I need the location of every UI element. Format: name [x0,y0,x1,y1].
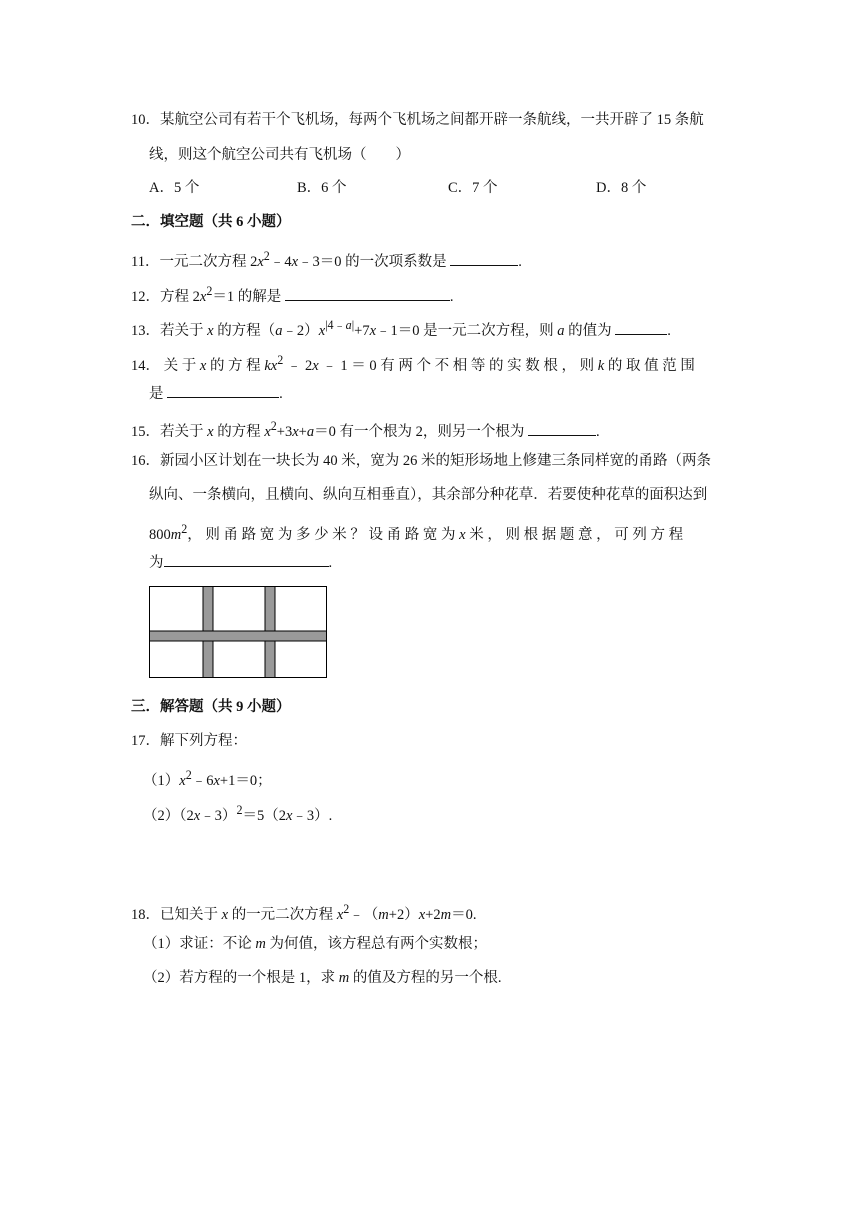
q18-part1: （1）求证：不论 m 为何值，该方程总有两个实数根； [143,936,487,952]
q17-part1: $(1)x^2﹣6x+1=0$； [143,768,272,789]
q10-line2: 线，则这个航空公司共有飞机场（ ） [149,147,410,163]
answer-blank [450,251,518,266]
q14-line1: 14． 关 于 x 的 方 程 $kx^2$ ﹣ 2x ﹣ 1 ＝ 0 有 两 个 不 相 等 的 实 数 根 ， 则 k 的 取 值 范 围 [131,353,695,374]
q10-line1: 10．某航空公司有若干个飞机场，每两个飞机场之间都开辟一条航线，一共开辟了 15 条航 [131,112,704,128]
q16-line4: 为 . [149,552,332,573]
q10-option-a: A．5 个 [149,180,200,196]
horizontal-path [150,631,327,641]
q10-option-d: D．8 个 [596,180,647,196]
q18-stem: 18．已知关于 x 的一元二次方程 $x^2﹣(m+2)x+2m=0$. [131,902,477,923]
answer-blank [285,286,450,301]
q16-line1: 16．新园小区计划在一块长为 40 米，宽为 26 米的矩形场地上修建三条同样宽的甬路（两条 [131,453,711,469]
q10-option-c: C．7 个 [448,180,498,196]
q13: 13．若关于 x 的方程$(a﹣2)x^{|4﹣a|}+7x﹣1=0$ 是一元二次方程，则 a 的值为 . [131,318,671,339]
q12: 12．方程 $2x^2=1$ 的解是 . [131,284,454,305]
q15: 15．若关于 x 的方程 $x^2+3x+a=0$ 有一个根为 2，则另一个根为 . [131,419,600,440]
q14-line2: 是 . [149,383,283,404]
path-diagram [149,586,327,678]
answer-blank [615,320,667,335]
q17-part2: （2）（2x﹣3）$^2$＝5（2x﹣3）. [143,803,333,824]
section-heading-fill-in: 二．填空题（共 6 小题） [131,214,291,230]
q10-option-b: B．6 个 [297,180,347,196]
answer-blank [164,552,329,567]
section-heading-solve: 三．解答题（共 9 小题） [131,699,291,715]
q17-title: 17．解下列方程： [131,733,247,749]
q16-line2: 纵向、一条横向，且横向、纵向互相垂直），其余部分种花草．若要使种花草的面积达到 [149,487,708,503]
answer-blank [528,421,596,436]
q11: 11．一元二次方程 $2x^2﹣4x﹣3=0$ 的一次项系数是 . [131,249,522,270]
q18-part2: （2）若方程的一个根是 1，求 m 的值及方程的另一个根. [143,970,502,986]
q16-line3: $800m^2$， 则 甬 路 宽 为 多 少 米 ？ 设 甬 路 宽 为 x 米 ， 则 根 据 题 意 ， 可 列 方 程 [149,522,684,543]
answer-blank [167,383,279,398]
